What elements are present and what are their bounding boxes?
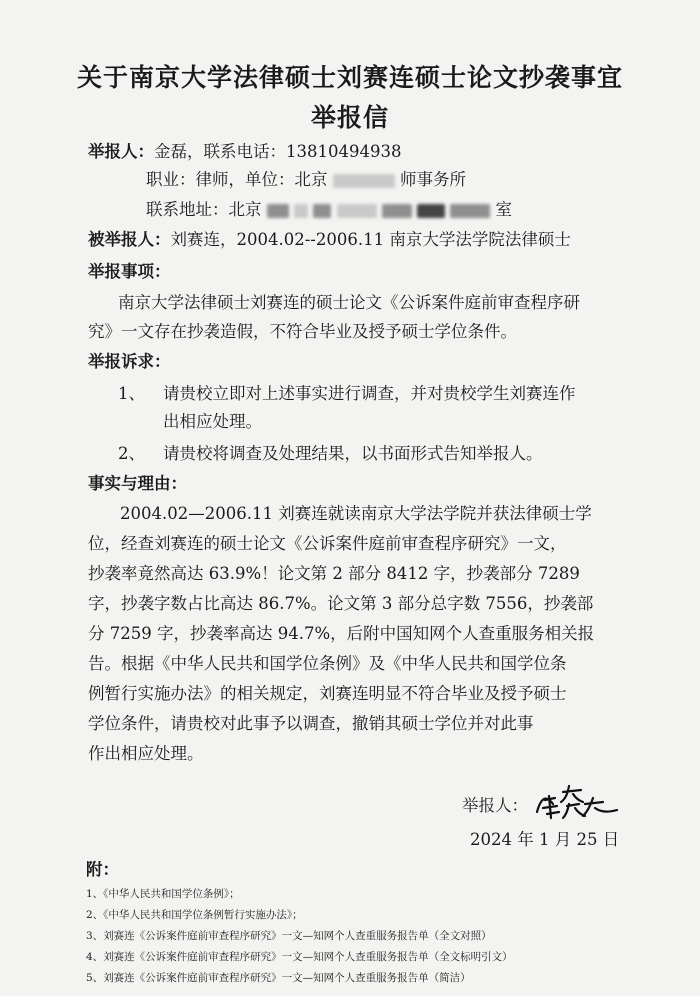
document-title-line1: 关于南京大学法律硕士刘赛连硕士论文抄袭事宜 [76, 63, 623, 92]
facts-line: 学位条件，请贵校对此事予以调查，撤销其硕士学位并对此事 [88, 714, 534, 733]
demand-line: 出相应处理。 [163, 412, 262, 431]
facts-line: 作出相应处理。 [88, 744, 204, 763]
attachments-heading: 附： [86, 860, 119, 879]
facts-line: 例暂行实施办法》的相关规定，刘赛连明显不符合毕业及授予硕士 [88, 684, 567, 703]
reported-line [88, 226, 571, 250]
redaction-blur [450, 204, 490, 218]
redaction-blur [333, 174, 395, 188]
demand-number: 1、 [118, 384, 145, 403]
attachment-item: 2、《中华人民共和国学位条例暂行实施办法》； [86, 909, 303, 921]
address-suffix: 室 [495, 200, 512, 219]
facts-line: 字，抄袭字数占比高达 86.7%。论文第 3 部分总字数 7556，抄袭部 [88, 594, 594, 613]
occupation-text: 职业：律师，单位：北京 [146, 170, 328, 189]
facts-line: 位，经查刘赛连的硕士论文《公诉案件庭前审查程序研究》一文， [88, 534, 567, 553]
redaction-blur [313, 204, 331, 218]
reported-text: 刘赛连，2004.02--2006.11 南京大学法学院法律硕士 [170, 230, 571, 249]
redaction-blur [417, 204, 445, 218]
facts-line: 2004.02—2006.11 刘赛连就读南京大学法学院并获法律硕士学 [120, 504, 592, 523]
address-line [146, 196, 512, 220]
demand-number: 2、 [118, 444, 145, 463]
occupation-line [146, 166, 466, 190]
demand-line: 请贵校立即对上述事实进行调查，并对贵校学生刘赛连作 [163, 384, 576, 403]
matters-line: 究》一文存在抄袭造假，不符合毕业及授予硕士学位条件。 [88, 322, 517, 341]
attachment-item: 1、《中华人民共和国学位条例》； [86, 888, 240, 900]
address-text: 联系地址：北京 [146, 200, 262, 219]
signature-label: 举报人： [462, 796, 528, 815]
redaction-blur [294, 204, 308, 218]
reporter-text: 金磊，联系电话：13810494938 [154, 142, 402, 161]
handwritten-signature [533, 782, 623, 822]
signature-date: 2024 年 1 月 25 日 [470, 830, 620, 849]
matters-line: 南京大学法律硕士刘赛连的硕士论文《公诉案件庭前审查程序研 [118, 293, 580, 312]
document-title-line2: 举报信 [310, 103, 389, 132]
facts-line: 分 7259 字，抄袭率高达 94.7%，后附中国知网个人查重服务相关报 [88, 624, 595, 643]
demands-heading: 举报诉求： [88, 352, 171, 371]
redaction-blur [337, 204, 377, 218]
redaction-blur [382, 204, 412, 218]
attachment-item: 5、刘赛连《公诉案件庭前审查程序研究》一文—知网个人查重服务报告单（简洁） [86, 972, 471, 984]
reporter-line [88, 138, 401, 162]
facts-line: 抄袭率竟然高达 63.9%！论文第 2 部分 8412 字，抄袭部分 7289 [88, 564, 580, 583]
facts-line: 告。根据《中华人民共和国学位条例》及《中华人民共和国学位条 [88, 654, 567, 673]
reporter-label: 举报人： [88, 142, 154, 161]
demand-line: 请贵校将调查及处理结果，以书面形式告知举报人。 [163, 444, 543, 463]
facts-heading: 事实与理由： [88, 474, 187, 493]
reported-label: 被举报人： [88, 230, 171, 249]
attachment-item: 3、刘赛连《公诉案件庭前审查程序研究》一文—知网个人查重服务报告单（全文对照） [86, 930, 492, 942]
matters-heading: 举报事项： [88, 262, 171, 281]
redaction-blur [267, 204, 289, 218]
occupation-suffix: 师事务所 [400, 170, 466, 189]
attachment-item: 4、刘赛连《公诉案件庭前审查程序研究》一文—知网个人查重服务报告单（全文标明引文） [86, 951, 513, 963]
